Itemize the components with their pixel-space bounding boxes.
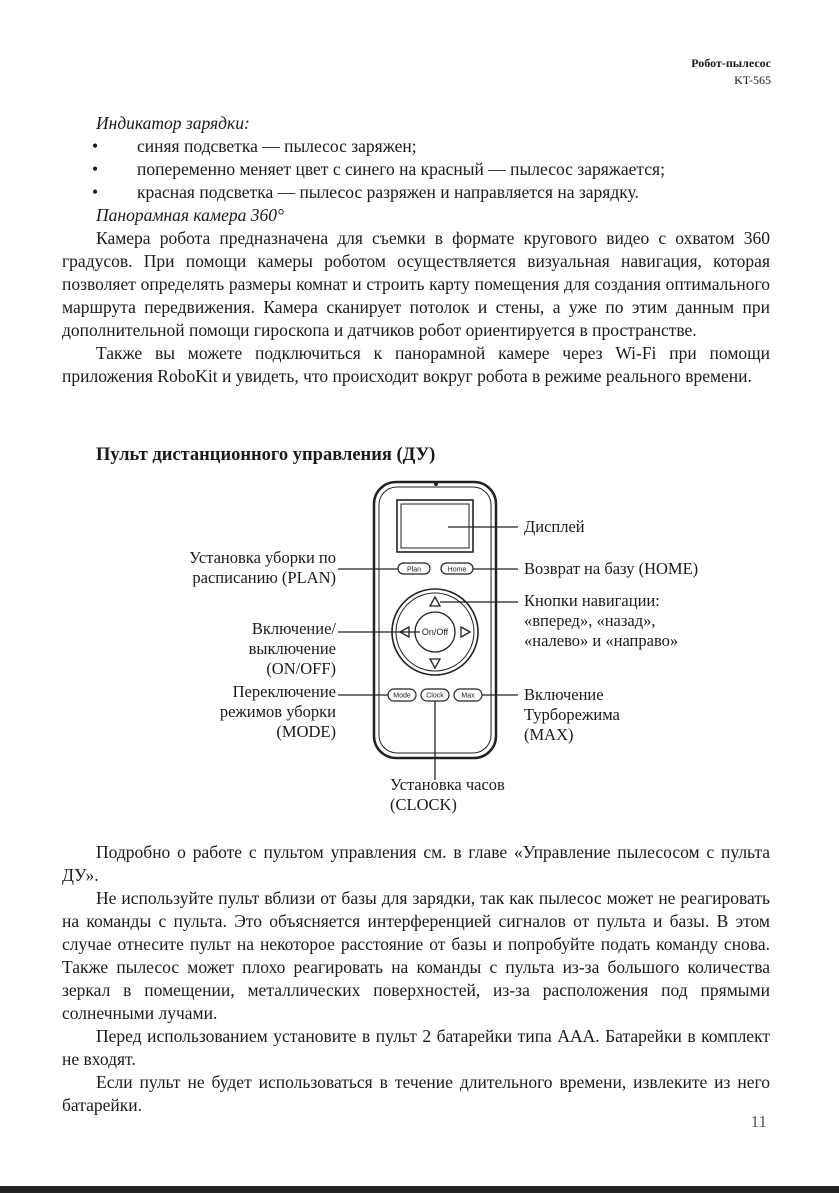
onoff-button-label[interactable]: On/Off bbox=[421, 627, 449, 637]
remote-heading: Пульт дистанционного управления (ДУ) bbox=[96, 445, 436, 465]
label-onoff: Включение/ выключение (ON/OFF) bbox=[248, 619, 336, 678]
arrow-up-icon bbox=[430, 597, 440, 606]
charging-heading: Индикатор зарядки: bbox=[96, 113, 250, 133]
header-model: KT-565 bbox=[734, 73, 771, 87]
camera-paragraph-1: Камера робота предназначена для съемки в формате кругового видео с охватом 360 градусов. При помощи камеры роботом осуществляется визуальная навигация, которая позволяет определять размеры комнат и строить карту помещения для создания оптимального маршрута передвижения. Камера сканирует потолок и стены, а уже по этим данным при дополнительной помощи гироскопа и датчиков робот ориентируется в пространстве. bbox=[62, 228, 770, 340]
list-item: • синяя подсветка — пылесос заряжен; bbox=[92, 136, 417, 156]
display-screen bbox=[397, 500, 473, 552]
bullet-icon: • bbox=[92, 159, 99, 179]
bullet-icon: • bbox=[92, 136, 99, 156]
camera-paragraph-2: Также вы можете подключиться к панорамной камере через Wi-Fi при помощи приложения RoboKit и увидеть, что происходит вокруг робота в режиме реального времени. bbox=[62, 343, 770, 386]
display-screen-inner bbox=[401, 504, 469, 548]
list-item: • красная подсветка — пылесос разряжен и направляется на зарядку. bbox=[92, 182, 639, 202]
remote-paragraph-3: Перед использованием установите в пульт 2 батарейки типа AAA. Батарейки в комплект не входят. bbox=[62, 1026, 770, 1069]
after-text bbox=[62, 841, 770, 1117]
header-title: Робот-пылесос bbox=[691, 56, 771, 70]
label-nav: Кнопки навигации: «вперед», «назад», «налево» и «направо» bbox=[524, 591, 679, 650]
arrow-right-icon bbox=[461, 627, 470, 637]
label-mode: Переключение режимов уборки (MODE) bbox=[219, 682, 336, 741]
label-home: Возврат на базу (HOME) bbox=[524, 559, 699, 578]
clock-button-label[interactable]: Clock bbox=[426, 692, 444, 700]
scan-edge bbox=[0, 1186, 839, 1193]
label-plan: Установка уборки по расписанию (PLAN) bbox=[189, 548, 336, 587]
max-button-label[interactable]: Max bbox=[461, 692, 475, 700]
list-item: • попеременно меняет цвет с синего на красный — пылесос заряжается; bbox=[92, 159, 665, 179]
remote-paragraph-1: Подробно о работе с пультом управления см. в главе «Управление пылесосом с пульта ДУ». bbox=[62, 842, 770, 885]
remote-paragraph-4: Если пульт не будет использоваться в течение длительного времени, извлеките из него батарейки. bbox=[62, 1072, 770, 1115]
home-button-label[interactable]: Home bbox=[447, 566, 467, 574]
camera-heading: Панорамная камера 360° bbox=[96, 205, 284, 225]
main-text bbox=[62, 112, 770, 388]
page-header bbox=[691, 55, 771, 89]
remote-paragraph-2: Не используйте пульт вблизи от базы для зарядки, так как пылесос может не реагировать на команды с пульта. Это объясняется интерференцией сигналов от пульта и базы. В этом случае отнесите пульт на некоторое расстояние от базы и попробуйте подать команду снова. Также пылесос может плохо реагировать на команды с пульта из-за большого количества зеркал в помещении, металлических поверхностей, из-за расположения под прямыми солнечными лучами. bbox=[62, 888, 770, 1023]
mode-button-label[interactable]: Mode bbox=[393, 692, 411, 700]
label-max: Включение Турборежима (MAX) bbox=[524, 685, 620, 744]
arrow-down-icon bbox=[430, 659, 440, 668]
bullet-icon: • bbox=[92, 182, 99, 202]
label-display: Дисплей bbox=[524, 517, 585, 536]
plan-button-label[interactable]: Plan bbox=[406, 566, 422, 574]
page-number: 11 bbox=[750, 1112, 767, 1131]
label-clock: Установка часов (CLOCK) bbox=[390, 775, 505, 814]
